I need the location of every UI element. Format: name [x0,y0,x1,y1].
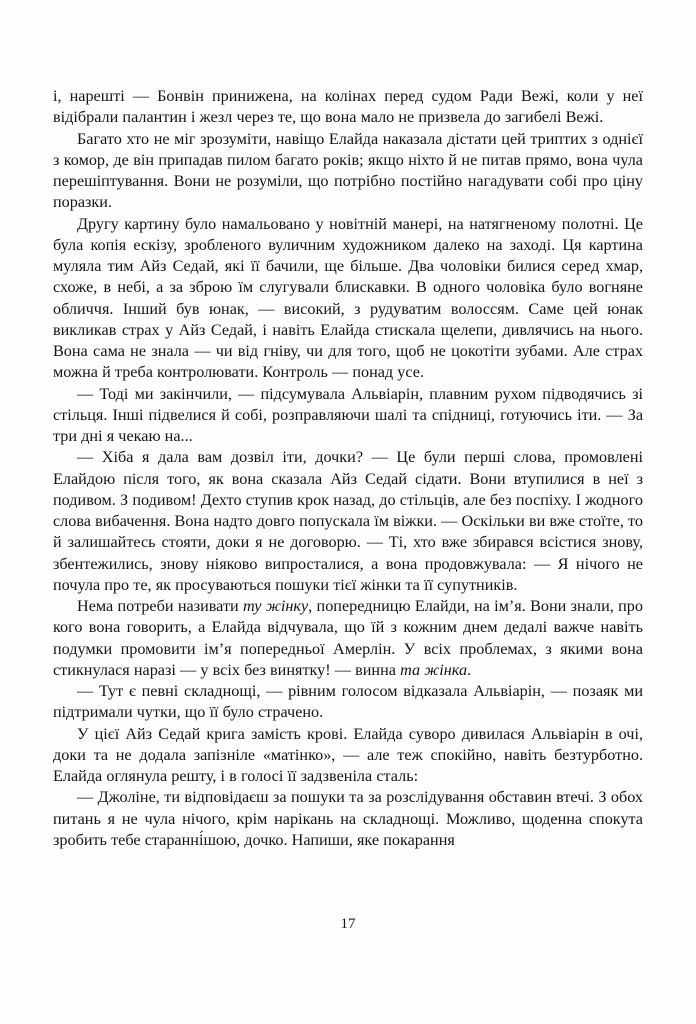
paragraph-3: Другу картину було намальовано у новітній манері, на натягненому полотні. Це була копія ескізу, зробленого вуличним художником далеко на заході. Ця картина муляла тим Айз Седай, які її бачили, ще більше. Два чоловіки билися серед хмар, схоже, в небі, а за зброю їм слугували блискавки. В одного чоловіка було вогняне обличчя. Інший був юнак, — високий, з рудуватим волоссям. Саме цей юнак викликав страх у Айз Седай, і навіть Елайда стискала щелепи, дивлячись на нього. Вона сама не знала — чи від гніву, чи для того, щоб не цокотіти зубами. Але страх можна й треба контролювати. Контроль — понад усе. [53,214,643,382]
paragraph-7: — Тут є певні складнощі, — рівним голосом відказала Альвіарін, — позаяк ми підтримали чутки, що її було страчено. [53,682,643,722]
emphasized-text: та жінка [400,660,468,679]
page-number: 17 [340,916,356,932]
paragraph-6: Нема потреби називати ту жінку, попередницю Елайди, на ім’я. Вони знали, про кого вона говорить, а Елайда відчувала, що їй з кожним днем дедалі важче навіть подумки промовити ім’я попередньої Амерлін. У всіх проблемах, з якими вона стикнулася наразі — у всіх без винятку! — винна та жінка. [53,597,643,679]
paragraph-5: — Хіба я дала вам дозвіл іти, дочки? — Це були перші слова, промовлені Елайдою після того, як вона сказала Айз Седай сідати. Вони втупилися в неї з подивом. З подивом! Дехто ступив крок назад, до стільців, але без поспіху. І жодного слова вибачення. Вона надто довго попускала їм віжки. — Оскільки ви вже стоїте, то й залишайтесь стояти, доки я не договорю. — Ті, хто вже збирався всістися знову, збентежились, знову ніяково випросталися, а вона продовжувала: — Я нічого не почула про те, як просуваються пошуки тієї жінки та її супутників. [53,448,643,594]
paragraph-4: — Тоді ми закінчили, — підсумувала Альвіарін, плавним рухом підводячись зі стільця. Інші підвелися й собі, розправляючи шалі та спідниці, готуючись іти. — За три дні я чекаю на... [53,384,643,445]
emphasized-text: ту жінку [243,597,309,615]
page-text-block [53,86,643,851]
paragraph-1: і, нарешті — Бонвін принижена, на колінах перед судом Ради Вежі, коли у неї відібрали палантин і жезл через те, що вона мало не призвела до загибелі Вежі. [53,87,643,127]
paragraph-2: Багато хто не міг зрозуміти, навіщо Елайда наказала дістати цей триптих з однієї з комор, де він припадав пилом багато років; якщо ніхто й не питав прямо, вона чула перешіптування. Вони не розуміли, що потрібно постійно нагадувати собі про ціну поразки. [53,129,643,212]
paragraph-8: У цієї Айз Седай крига замість крові. Елайда суворо дивилася Альвіарін в очі, доки та не додала запізніле «матінко», — але теж спокійно, навіть безтурботно. Елайда оглянула решту, і в голосі її задзвеніла сталь: [53,724,643,785]
paragraph-9: — Джоліне, ти відповідаєш за пошуки та за розслідування обставин втечі. З обох питань я не чула нічого, крім нарікань на складнощі. Можливо, щоденна спокута зробить тебе старанні́шою, дочко. Напиши, яке покарання [53,788,643,849]
